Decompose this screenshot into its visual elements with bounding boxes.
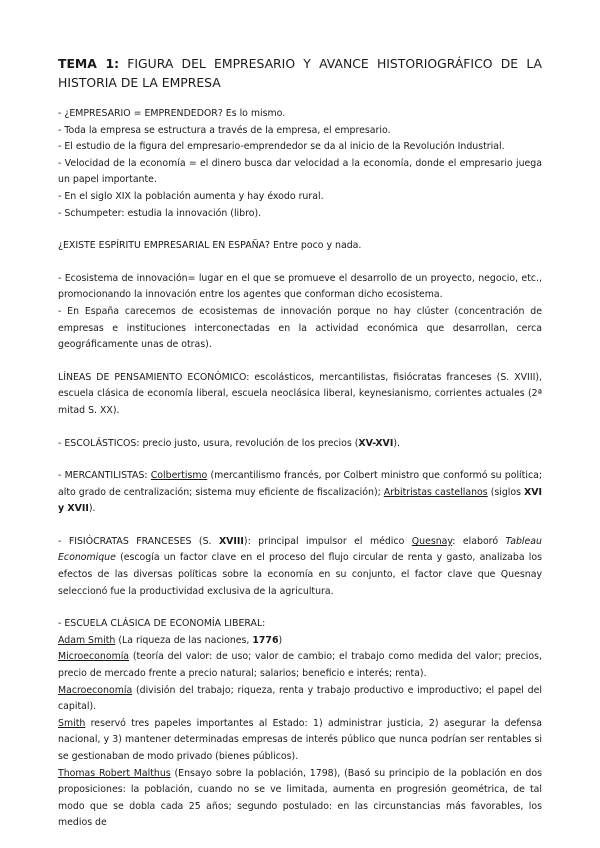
ecosystem-item: - En España carecemos de ecosistemas de innovación porque no hay clúster (concentración de empresas e instituciones interconectadas en la actividad económica que desarrollan, cerca geográficamente unas de otras).: [58, 305, 542, 351]
malthus-text: (Ensayo sobre la población, 1798), (Basó su principio de la población en dos proposiciones: la población, cuando no se ve limitada, aumenta en progresión geométrica, de tal modo que se dobla cada 25 años; segundo postulado: en las circunstancias más favorables, los medios de: [58, 767, 542, 829]
clasica-heading: - ESCUELA CLÁSICA DE ECONOMÍA LIBERAL:: [58, 618, 266, 630]
clasica-section: [58, 616, 542, 832]
fisiocratas-paragraph: [58, 534, 542, 600]
fisiocratas-prefix: - FISIÓCRATAS FRANCESES (S.: [58, 535, 219, 547]
macro-paragraph: [58, 683, 542, 716]
smith-state-paragraph: [58, 716, 542, 766]
fisiocratas-end: (escogía un factor clave en el proceso del flujo circular de renta y gasto, analizaba los efectos de las diversas políticas sobre la economía en su conjunto, el factor clave que Quesnay seleccionó fue la productividad exclusiva de la agricultura.: [58, 552, 542, 597]
intro-item: - En el siglo XIX la población aumenta y hay éxodo rural.: [58, 190, 324, 202]
tableau-economique-title: Tableau Economique: [58, 535, 542, 564]
arbitristas-term: Arbitristas castellanos: [383, 486, 488, 498]
intro-list: [58, 106, 542, 222]
mercantilistas-text: (mercantilismo francés, por Colbert ministro que conformó su política; alto grado de centralización; sistema muy eficiente de fiscalización);: [58, 470, 542, 498]
intro-item: - Velocidad de la economía = el dinero busca dar velocidad a la economía, donde el empresario juega un papel importante.: [58, 157, 542, 186]
smith-name: Adam Smith: [58, 634, 116, 646]
title-label: TEMA 1:: [58, 56, 120, 71]
smith-text: (La riqueza de las naciones,: [115, 634, 253, 646]
escolasticos-text: - ESCOLÁSTICOS: precio justo, usura, revolución de los precios (: [58, 437, 359, 449]
intro-item: - Schumpeter: estudia la innovación (libro).: [58, 207, 262, 219]
ecosystem-section: [58, 271, 542, 354]
escolasticos-end: ).: [393, 437, 400, 449]
micro-text: (teoría del valor: de uso; valor de cambio; el trabajo como medida del valor; precios, precio de mercado frente a precio natural; salarios; beneficio e interés; renta).: [58, 651, 542, 680]
malthus-name: Thomas Robert Malthus: [58, 767, 171, 779]
smith-name-2: Smith: [58, 717, 86, 729]
mercantilistas-prefix: - MERCANTILISTAS:: [58, 470, 151, 482]
mercantilistas-centuries: XVI y XVII: [58, 486, 542, 515]
title-text: FIGURA DEL EMPRESARIO Y AVANCE HISTORIOGRÁFICO DE LA HISTORIA DE LA EMPRESA: [58, 56, 542, 90]
micro-term: Microeconomía: [58, 651, 130, 663]
document-title: [58, 54, 542, 92]
malthus-paragraph: [58, 766, 542, 832]
lines-of-thought: LÍNEAS DE PENSAMIENTO ECONÓMICO: escolásticos, mercantilistas, fisiócratas franceses (S. XVIII), escuela clásica de economía liberal, escuela neoclásica liberal, keynesianismo, corrientes actuales (2ª mitad S. XX).: [58, 371, 542, 416]
macro-text: (división del trabajo; riqueza, renta y trabajo productivo e improductivo; el papel del capital).: [58, 684, 542, 713]
spirit-question: ¿EXISTE ESPÍRITU EMPRESARIAL EN ESPAÑA? Entre poco y nada.: [58, 240, 362, 252]
intro-item: - Toda la empresa se estructura a través de la empresa, el empresario.: [58, 124, 391, 136]
mercantilistas-paragraph: [58, 468, 542, 518]
ecosystem-item: - Ecosistema de innovación= lugar en el que se promueve el desarrollo de un proyecto, negocio, etc., promocionando la innovación entre los agentes que conforman dicho ecosistema.: [58, 272, 542, 301]
fisiocratas-text: ): principal impulsor el médico: [243, 535, 412, 547]
micro-paragraph: [58, 649, 542, 682]
intro-item: - El estudio de la figura del empresario-emprendedor se da al inicio de la Revolución Industrial.: [58, 141, 505, 153]
escolasticos-paragraph: [58, 436, 542, 453]
smith-year: 1776: [252, 634, 279, 646]
smith-state-text: reservó tres papeles importantes al Estado: 1) administrar justicia, 2) asegurar la defensa nacional, y 3) mantener determinadas empresas de interés público que nunca podrían ser rentables si se gestionaban de modo privado (bienes públicos).: [58, 717, 542, 762]
smith-paragraph: [58, 633, 542, 650]
mercantilistas-siglos: (siglos: [487, 486, 525, 498]
colbertismo-term: Colbertismo: [150, 470, 208, 482]
quesnay-term: Quesnay: [411, 535, 453, 547]
escolasticos-centuries: XV-XVI: [358, 437, 394, 449]
fisiocratas-century: XVIII: [218, 535, 244, 547]
intro-item: - ¿EMPRESARIO = EMPRENDEDOR? Es lo mismo.: [58, 108, 286, 119]
mercantilistas-end: ).: [88, 503, 96, 515]
macro-term: Macroeconomía: [58, 684, 133, 696]
fisiocratas-text-2: : elaboró: [452, 535, 506, 547]
smith-end: ): [278, 634, 283, 646]
